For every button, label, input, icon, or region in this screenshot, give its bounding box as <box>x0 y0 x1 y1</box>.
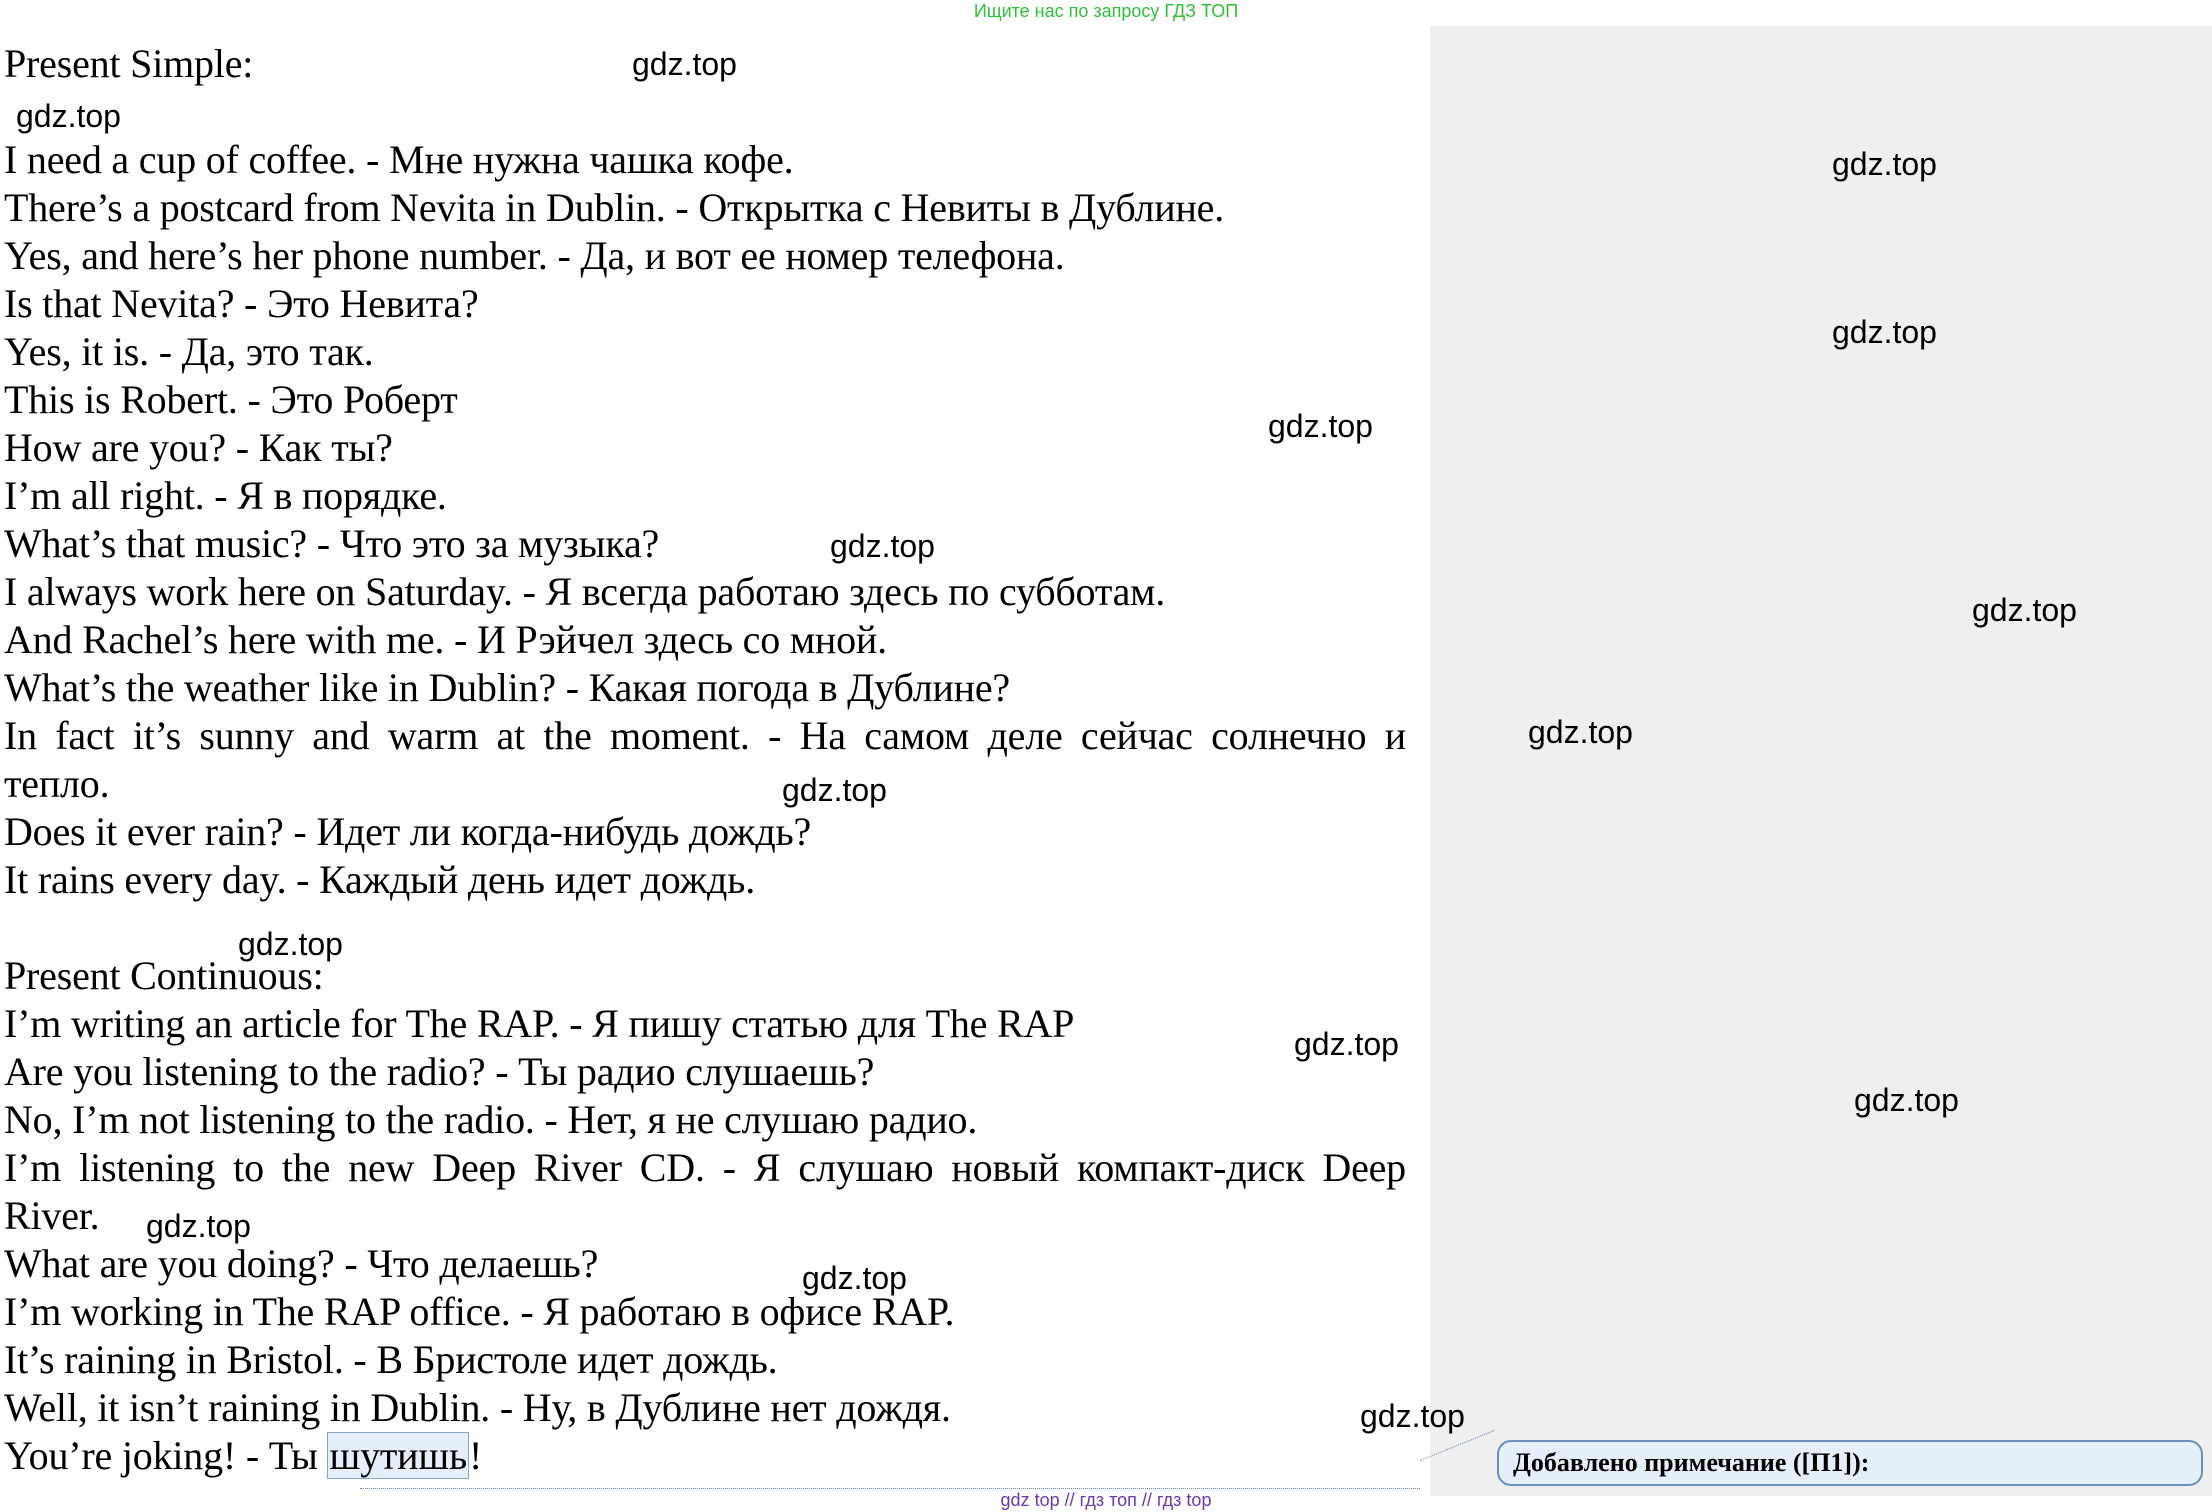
watermark: gdz.top <box>146 1208 251 1244</box>
text-line: I need a cup of coffee. - Мне нужна чашка кофе. <box>4 137 794 182</box>
text-line: Are you listening to the radio? - Ты радио слушаешь? <box>4 1049 875 1094</box>
footer-links: gdz top // гдз топ // гдз top <box>1000 1490 1212 1510</box>
watermark: gdz.top <box>830 528 935 564</box>
text-line: I’m working in The RAP office. - Я работаю в офисе RAP. <box>4 1289 955 1334</box>
watermark: gdz.top <box>1832 314 1937 350</box>
text-after-comment: ! <box>469 1433 483 1478</box>
watermark: gdz.top <box>1360 1398 1465 1434</box>
text-line: River. <box>4 1193 100 1238</box>
text-line: тепло. <box>4 761 110 806</box>
text-line: What’s the weather like in Dublin? - Какая погода в Дублине? <box>4 665 1010 710</box>
watermark: gdz.top <box>782 772 887 808</box>
text-line: Does it ever rain? - Идет ли когда-нибудь дождь? <box>4 809 812 854</box>
text-line: This is Robert. - Это Роберт <box>4 377 458 422</box>
text-before-comment: You’re joking! - Ты <box>4 1433 328 1478</box>
top-banner: Ищите нас по запросу ГДЗ ТОП <box>973 1 1239 21</box>
watermark: gdz.top <box>1832 146 1937 182</box>
text-line: Yes, it is. - Да, это так. <box>4 329 374 374</box>
heading-present-simple: Present Simple: <box>4 41 254 86</box>
text-line: In fact it’s sunny and warm at the moment. - На самом деле сейчас солнечно и <box>4 713 1406 758</box>
document-page <box>0 28 1430 1498</box>
text-line: There’s a postcard from Nevita in Dublin. - Открытка с Невиты в Дублине. <box>4 185 1225 230</box>
comment-label: Добавлено примечание ([П1]): <box>1513 1448 1870 1477</box>
watermark: gdz.top <box>1268 408 1373 444</box>
commented-text-highlight[interactable]: шутишь <box>329 1433 467 1478</box>
text-line: Well, it isn’t raining in Dublin. - Ну, в Дублине нет дождя. <box>4 1385 951 1430</box>
text-line: What’s that music? - Что это за музыка? <box>4 521 660 566</box>
text-line: Yes, and here’s her phone number. - Да, и вот ее номер телефона. <box>4 233 1065 278</box>
watermark: gdz.top <box>238 926 343 962</box>
text-line: Is that Nevita? - Это Невита? <box>4 281 479 326</box>
watermark: gdz.top <box>16 98 121 134</box>
text-line: It rains every day. - Каждый день идет дождь. <box>4 857 756 902</box>
text-line: I’m listening to the new Deep River CD. - Я слушаю новый компакт-диск Deep <box>4 1145 1406 1190</box>
comment-balloon[interactable] <box>1497 1440 2203 1486</box>
text-line: I’m writing an article for The RAP. - Я пишу статью для The RAP <box>4 1001 1075 1046</box>
watermark: gdz.top <box>1294 1026 1399 1062</box>
text-line: What are you doing? - Что делаешь? <box>4 1241 599 1286</box>
text-line: I’m all right. - Я в порядке. <box>4 473 447 518</box>
watermark: gdz.top <box>1854 1082 1959 1118</box>
watermark: gdz.top <box>802 1260 907 1296</box>
comments-pane <box>1430 26 2212 1496</box>
watermark: gdz.top <box>632 46 737 82</box>
text-line: It’s raining in Bristol. - В Бристоле идет дождь. <box>4 1337 778 1382</box>
text-line: No, I’m not listening to the radio. - Нет, я не слушаю радио. <box>4 1097 978 1142</box>
text-line: How are you? - Как ты? <box>4 425 393 470</box>
text-line: I always work here on Saturday. - Я всегда работаю здесь по субботам. <box>4 569 1166 614</box>
comment-anchor-line <box>360 1488 1420 1489</box>
watermark: gdz.top <box>1528 714 1633 750</box>
heading-present-continuous: Present Continuous: <box>4 953 324 998</box>
text-line-last <box>4 1432 482 1480</box>
text-line: And Rachel’s here with me. - И Рэйчел здесь со мной. <box>4 617 887 662</box>
watermark: gdz.top <box>1972 592 2077 628</box>
